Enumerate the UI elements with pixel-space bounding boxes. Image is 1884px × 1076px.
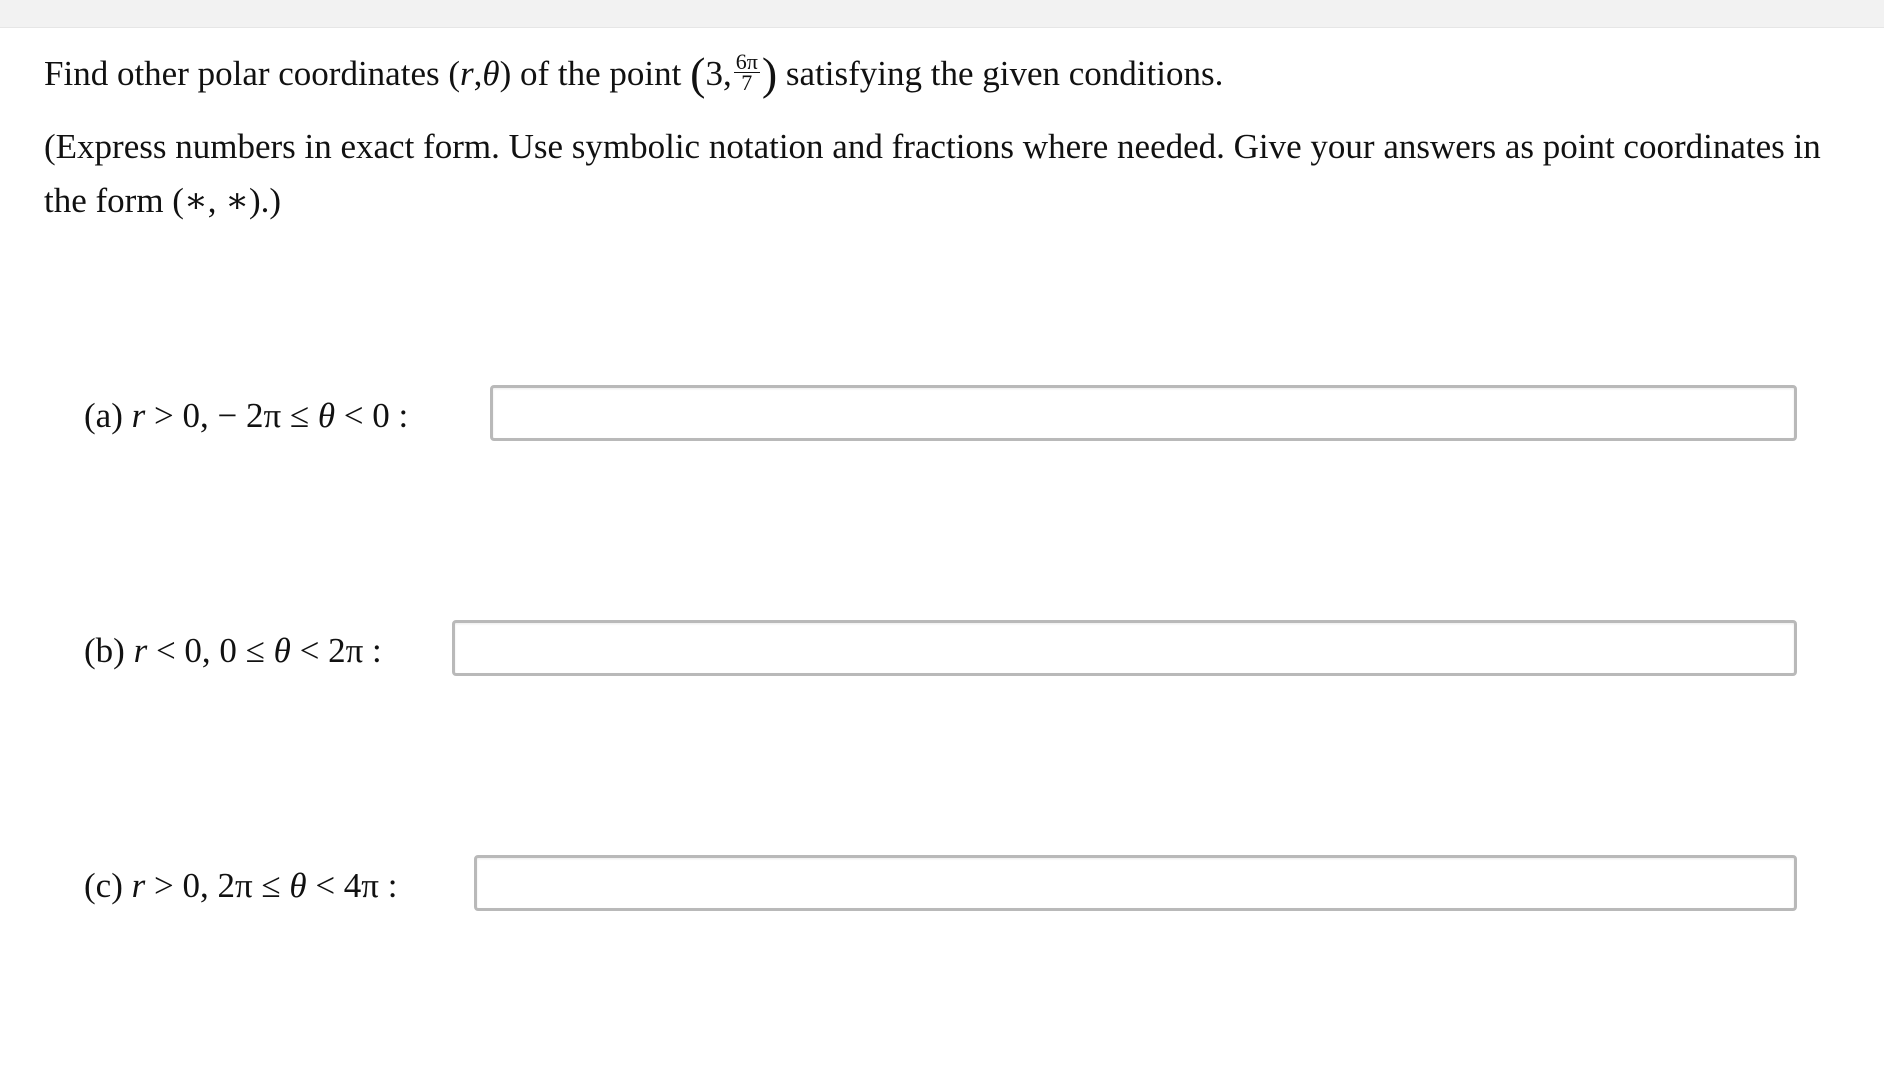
coord-close-paren: ) bbox=[499, 54, 512, 93]
instructions bbox=[44, 120, 1874, 228]
part-a-condition-end: < 0 : bbox=[335, 396, 409, 435]
coord-sep: , bbox=[473, 54, 483, 93]
point-r-value: 3 bbox=[705, 54, 723, 93]
coord-r: r bbox=[460, 54, 474, 93]
part-a-condition: > 0, − 2π ≤ bbox=[145, 396, 318, 435]
part-c-condition: > 0, 2π ≤ bbox=[145, 866, 290, 905]
point-notation bbox=[690, 48, 778, 99]
instructions-line-1: (Express numbers in exact form. Use symbolic notation and fractions where needed. Give your answers as point coordinates in bbox=[44, 127, 1821, 166]
part-b-theta: θ bbox=[273, 631, 291, 670]
fraction-denominator: 7 bbox=[741, 70, 753, 96]
part-b-label bbox=[84, 631, 382, 671]
part-c-condition-end: < 4π : bbox=[306, 866, 398, 905]
instructions-line-2: the form (∗, ∗).) bbox=[44, 181, 282, 220]
part-a-row bbox=[84, 385, 408, 447]
part-a-theta: θ bbox=[317, 396, 336, 435]
fraction-numerator: 6π bbox=[735, 49, 758, 75]
part-c-row bbox=[84, 855, 397, 917]
part-c-prefix: (c) bbox=[84, 866, 132, 905]
part-b-answer-input[interactable] bbox=[452, 620, 1797, 676]
part-b-condition-end: < 2π : bbox=[290, 631, 382, 670]
part-c-theta: θ bbox=[289, 866, 307, 905]
part-a-r: r bbox=[131, 396, 146, 435]
question-text bbox=[44, 44, 1874, 104]
question-middle: of the point bbox=[511, 54, 691, 93]
part-a-prefix: (a) bbox=[84, 396, 132, 435]
point-close-paren: ) bbox=[761, 48, 778, 99]
point-theta-fraction bbox=[734, 49, 760, 96]
coord-notation bbox=[448, 54, 511, 93]
part-b-condition: < 0, 0 ≤ bbox=[147, 631, 274, 670]
part-c-r: r bbox=[131, 866, 146, 905]
part-b-r: r bbox=[133, 631, 148, 670]
point-open-paren: ( bbox=[690, 48, 706, 99]
part-c-answer-input[interactable] bbox=[474, 855, 1797, 911]
part-b-prefix: (b) bbox=[84, 631, 134, 670]
part-a-label bbox=[84, 396, 408, 436]
part-b-row bbox=[84, 620, 382, 682]
question-prefix: Find other polar coordinates bbox=[44, 54, 449, 93]
coord-open-paren: ( bbox=[448, 54, 461, 93]
part-a-answer-input[interactable] bbox=[490, 385, 1797, 441]
coord-theta: θ bbox=[482, 54, 500, 93]
point-sep: , bbox=[722, 54, 732, 93]
top-toolbar-strip bbox=[0, 0, 1884, 28]
part-c-label bbox=[84, 866, 397, 906]
question-suffix: satisfying the given conditions. bbox=[777, 54, 1224, 93]
